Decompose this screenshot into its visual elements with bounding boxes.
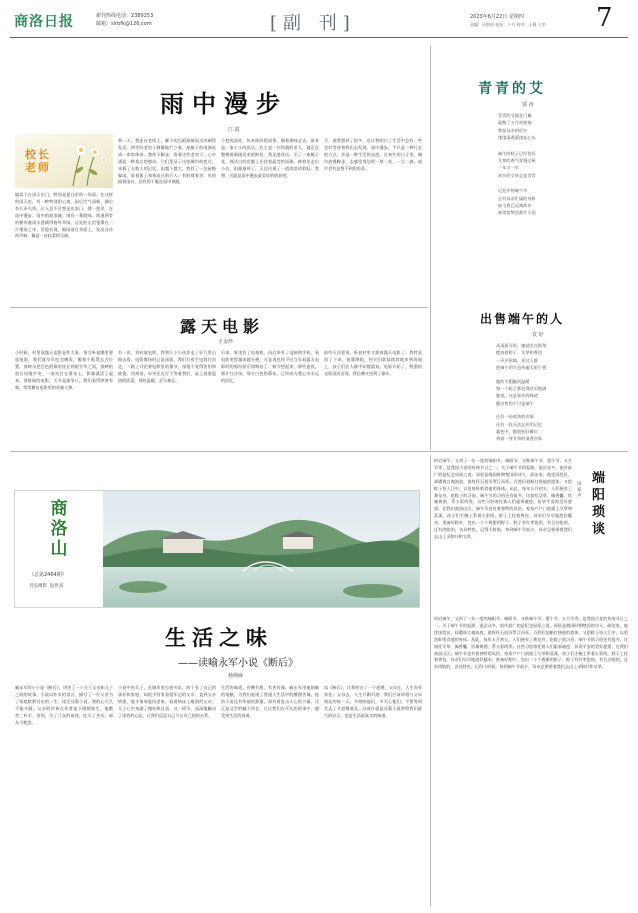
poem-line: 艾草的香气弥漫全屋	[498, 158, 536, 164]
banner-credit: 刊头摄影 阮世富	[29, 584, 64, 589]
essay-author: 田家声	[577, 482, 582, 499]
story-col-4: 读《断后》，让我明白了一个道理：父母在，人生尚有来处；父母去，人生只剩归途。我们应该珍惜与父母相处的每一天，多陪陪他们，多关心他们，不要等到失去了才追悔莫及。这或许就是这篇小说带给我们最大的启示，也是生活最真实的味道。	[324, 685, 422, 718]
poem-line: 摆放着粽子、艾草和香包	[496, 350, 543, 356]
masthead-divider	[10, 37, 628, 38]
section-divider	[10, 307, 428, 308]
poem-line: 总有母亲忙碌的身影	[498, 195, 536, 201]
banner-issue: （总第2464期）	[29, 572, 67, 578]
poem-line: 端午的粽子已经包好	[498, 150, 536, 156]
article-title-rain: 雨中漫步	[160, 89, 288, 118]
movie-col-3: 后来，家里有了电视机，再后来有了电脑和手机，看电影变得越来越方便，可是再也找不回当年看露天电影时的那份快乐和期待了。如今想起来，那些夏夜，那片打谷场，那方白色的幕布，已经成为我心中永远的回忆。	[221, 350, 319, 383]
hotline: 新刊热线电话：2389253	[96, 13, 154, 19]
email: 邮箱：slrbfk@126.com	[96, 21, 152, 27]
poem-line: 每一个粽子都包得结实饱满	[496, 386, 547, 392]
poem-line: 那是母亲的叮咛	[498, 127, 528, 133]
poem-line: 还有一份浓浓的乡情	[496, 414, 534, 420]
article-author-movie: 王金珍	[218, 339, 234, 345]
poem-line: 她的手粗糙而温暖	[496, 378, 530, 384]
feature-photo	[15, 134, 113, 188]
rain-col-1: 偏爱于在雨天出门，特别是夏日里的一场雨。在这样的雨天里，有一种特别的心境，雨后空气清新，偶尔有几声鸟鸣，让人忍不住想走出家门，撑一把伞，在雨中漫步。雨中的商洛城，别有一番韵味。街道两旁的树木被雨水洗刷得格外翠绿，远处的山峦笼罩在一片烟雨之中，若隐若现。细雨落在伞面上，发出沙沙的声响，像是一首轻柔的乐曲。	[15, 192, 113, 239]
essay-body-bottom: 时近端午，又到了一年一度的端阳节。端阳节，又称端午节、重午节、五月节等，是我国古老的传统节日之一。关于端午节的起源，说法众多，流传最广的是纪念屈原之说。屈原是战国时期楚国的诗人、政治家，他忧国忧民，却遭谗言被流放，最终怀石投汨罗江而死。百姓们划船打捞他的遗体，又把粽子投入江中，以免鱼虾啃食他的身体。从此，每年五月初五，人们便有了赛龙舟、吃粽子的习俗。端午节的习俗还有很多，比如挂艾草、佩香囊、饮雄黄酒、系五彩线等。这些习俗寄托着人们驱邪避疫、祈求平安的美好愿望。在我们商洛山区，端午节也有着独特的风俗。家家户户门前插上艾草和菖蒲，孩子们手腕上系着五彩线，脖子上挂着香包。母亲们早早地泡好糯米，准备好粽叶，包出一个个香甜的粽子。粽子有红枣馅的，有豆沙馅的，还有肉馅的，各具特色。记得小时候，每到端午节前夕，母亲总要带着我们去山上采粽叶和艾草。	[434, 616, 628, 670]
story-col-2: 小说中的儿子，在城市里打拼多年，终于有了自己的事业和家庭，却很少回家看望年迈的父亲。直到父亲病重，他才匆匆赶回老家。看着病床上瘦弱的父亲，儿子心中充满了愧疚和自责。这一情节，深深地触动了读者的心弦，让我们反思自己与父母之间的关系。	[118, 685, 216, 718]
story-subtitle: ——读喻永军小说《断后》	[178, 658, 298, 669]
poem-line: 还有一段无法忘怀的记忆	[496, 421, 543, 427]
rain-col-3: 小巷的深处，传来阵阵的清香，循着香味走去，原来是一家小小的花店。店主是一位和蔼的老人，她正在整理着刚刚送来的鲜花。我走进花店，买了一束栀子花，那洁白的花瓣上还挂着晶莹的雨珠。捧着花走出小店，雨渐渐停了，天边出现了一道淡淡的彩虹。我想，这就是雨中漫步最美好的收获吧。	[221, 138, 319, 178]
poem-line: 一年又一年	[498, 165, 519, 171]
story-title: 生活之味	[165, 625, 273, 650]
issue-date: 2023年6月22日 星期四	[470, 14, 524, 20]
movie-col-1: 小时候，村里放露天电影是件大事。每当听说哪里要放电影，我们就早早吃完晚饭，搬着小板凳去占位置。放映员把白色的幕布挂在两根竹竿之间，放映机放在场地中央，一束光打在幕布上，影像就活了起来。那时候的电影，大多是战争片，我们看得津津有味，常常模仿电影里的英雄人物。	[15, 350, 113, 390]
poem-line: 从清晨开始，她就坐在街角	[496, 343, 547, 348]
photo-caption: 校长老师	[25, 148, 51, 174]
poem-line: 记忆中的端午节	[498, 188, 528, 194]
poem-line: 一声声吆喝，穿过人群	[496, 357, 538, 363]
story-col-3: 生活的味道，有酸有甜，有苦有辣。喻永军用他细腻的笔触，为我们展现了普通人生活中的酸甜苦辣。他的小说没有华丽的辞藻，却有着直击人心的力量。这正是文学的魅力所在，它让我们在平凡的故事中，感受到生活的真谛。	[221, 685, 319, 718]
banner-title: 商洛山	[50, 499, 68, 559]
poem2-author: 袁 好	[532, 332, 544, 338]
poem-line: 却常常梦回那片艾田	[498, 210, 536, 216]
poem-line: 缕缕清香萦绕在心头	[498, 135, 536, 141]
column-banner	[14, 490, 420, 608]
poem-line: 把端午的气息传遍大街小巷	[496, 365, 547, 371]
section-divider	[10, 451, 628, 452]
poem-line: 如今我已远离故乡	[498, 203, 532, 209]
story-author: 杨栩麻	[228, 673, 244, 679]
newspaper-logo: 商洛日报	[14, 14, 74, 30]
landscape-photo	[103, 491, 419, 607]
poem2-title: 出售端午的人	[480, 312, 565, 326]
poem-title: 青青的艾	[478, 81, 546, 97]
article-title-movie: 露天电影	[180, 317, 265, 336]
poem-lines	[498, 112, 608, 217]
poem-author: 郭 涛	[522, 102, 534, 108]
poem-line: 带着一身艾草的清香回家	[496, 436, 543, 442]
page-number: 7	[596, 3, 613, 33]
section-title: [副 刊]	[270, 13, 356, 34]
article-author-rain: 江 霞	[228, 127, 240, 133]
story-col-1: 喻永军的小小说《断后》，讲述了一个关于父亲和儿子之间的故事。小说以朴实的语言，描写了一位父亲为了家庭默默付出的一生。读完这篇小说，我的心久久不能平静。父亲的形象在作者笔下栩栩如生，他勤劳、朴实、坚韧，为了儿女的前途，吃尽了苦头，却从不抱怨。	[15, 685, 113, 725]
movie-col-4: 前些天回老家，听说村里又要放露天电影了，我特意留了下来。夜幕降临，村民们陆陆续续地来到场地上，孩子们在人群中穿梭嬉戏。电影开始了，熟悉的光影再次出现，我仿佛又回到了童年。	[324, 350, 422, 376]
poem-line: 故乡的艾草总是青青	[498, 172, 536, 178]
column-divider	[430, 455, 431, 907]
essay-body-top: 时近端午，又到了一年一度的端阳节。端阳节，又称端午节、重午节、五月节等，是我国古老的传统节日之一。关于端午节的起源，说法众多，流传最广的是纪念屈原之说。屈原是战国时期楚国的诗人、政治家，他忧国忧民，却遭谗言被流放，最终怀石投汨罗江而死。百姓们划船打捞他的遗体，又把粽子投入江中，以免鱼虾啃食他的身体。从此，每年五月初五，人们便有了赛龙舟、吃粽子的习俗。端午节的习俗还有很多，比如挂艾草、佩香囊、饮雄黄酒、系五彩线等。这些习俗寄托着人们驱邪避疫、祈求平安的美好愿望。在我们商洛山区，端午节也有着独特的风俗。家家户户门前插上艾草和菖蒲，孩子们手腕上系着五彩线，脖子上挂着香包。母亲们早早地泡好糯米，准备好粽叶，包出一个个香甜的粽子。粽子有红枣馅的，有豆沙馅的，还有肉馅的，各具特色。记得小时候，每到端午节前夕，母亲总要带着我们去山上采粽叶和艾草。	[434, 458, 572, 539]
poem-line: 她出售的不只是端午	[496, 400, 534, 406]
poem-line: 驱散了五月的烦恼	[498, 120, 532, 126]
poem-line: 她说，这是家乡的味道	[496, 393, 538, 399]
poem-line: 暮色中，她收拾好摊位	[496, 429, 538, 435]
poem-line: 青青的艾插在门楣	[498, 113, 532, 118]
poem2-lines	[496, 342, 616, 443]
masthead	[0, 0, 638, 38]
essay-title: 端阳琐谈	[592, 471, 606, 537]
movie-col-2: 有一次，邻村放电影，我和几个小伙伴走了好几里山路去看。电影散场时已是深夜，我们打着手电筒往回走，一路上讨论着电影里的情节，丝毫不觉得害怕和疲倦。回到家，母亲还在灯下等着我们，桌上放着温热的饭菜。那份温暖，至今难忘。	[118, 350, 216, 383]
rain-col-2: 那一天，我走在老街上，脚下的石板路被雨水冲刷得发亮。两旁的老房子静静地伫立着，屋檐下的雨滴连成一串串珠帘。我停下脚步，看着这些老房子，心中涌起一种莫名的感动。它们见证了这座城市的变迁，承载了无数人的记忆。雨越下越大，我找了一处屋檐躲雨，看着街上匆匆而过的行人，有的撑着伞，有的披着雨衣，还有的干脆在雨中奔跑。	[118, 138, 216, 185]
column-divider	[430, 45, 431, 450]
banner-label-panel	[15, 491, 103, 607]
editors: 责编：田海周 校检：卜月 校对：王静 主审	[470, 22, 546, 27]
rain-col-4: 月，使我想到了很多，也让我明白了生活中总有一些美好等待着我们去发现。雨中漫步，不只是一种行走的方式，更是一种生活的态度。在匆忙的日子里，偶尔放慢脚步，去感受身边的一草一木，一点一滴，或许会有意想不到的惊喜。	[324, 138, 422, 171]
